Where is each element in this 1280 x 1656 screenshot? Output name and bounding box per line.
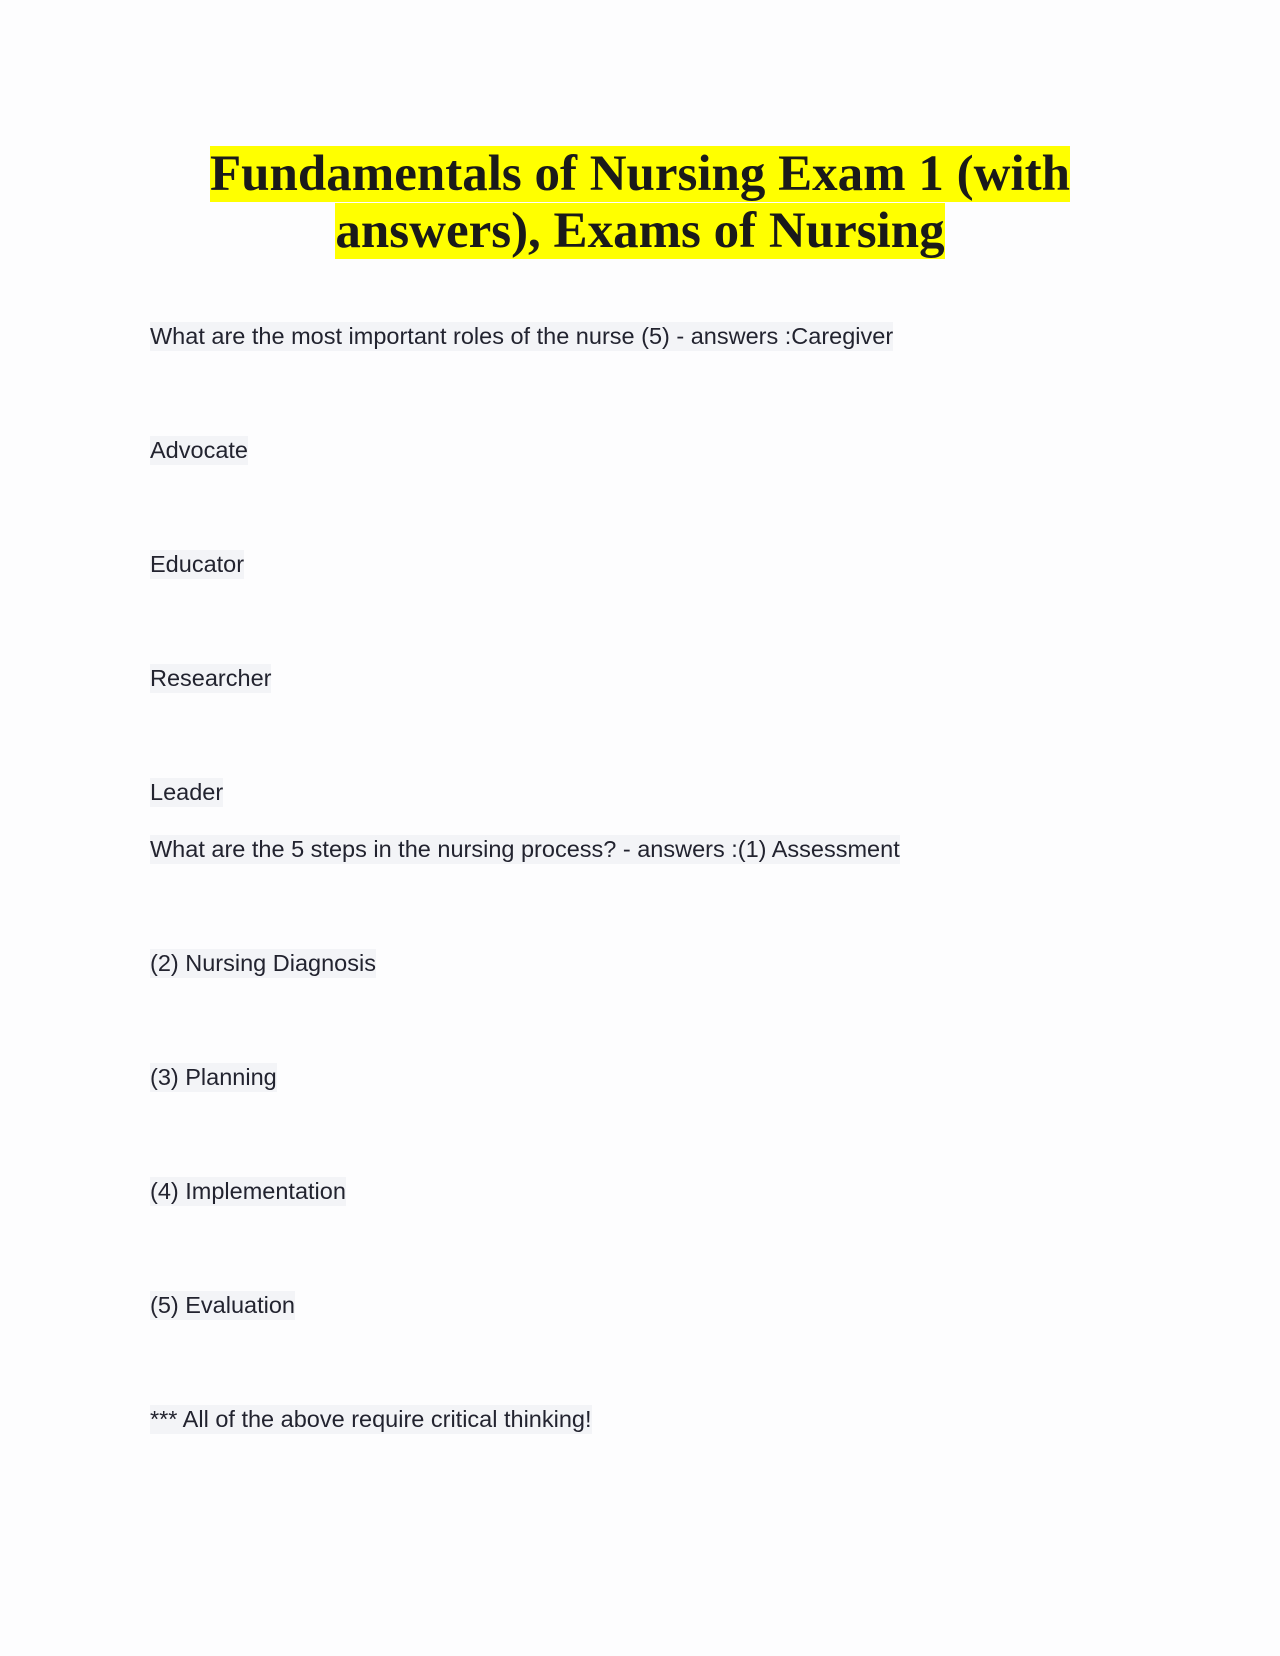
answer-educator: Educator (150, 551, 245, 577)
title-line-1: Fundamentals of Nursing Exam 1 (with (209, 146, 1070, 202)
question-nursing-process: What are the 5 steps in the nursing process? - answers :(1) Assessment (150, 836, 900, 862)
critical-thinking-note: *** All of the above require critical thinking! (150, 1406, 592, 1432)
title-line-2: answers), Exams of Nursing (335, 203, 945, 259)
answer-researcher: Researcher (150, 665, 272, 691)
answer-advocate: Advocate (150, 437, 248, 463)
answer-planning: (3) Planning (150, 1064, 277, 1090)
answer-implementation: (4) Implementation (150, 1178, 346, 1204)
document-title (140, 146, 1140, 260)
answer-nursing-diagnosis: (2) Nursing Diagnosis (150, 950, 376, 976)
answer-leader: Leader (150, 779, 224, 805)
answer-evaluation: (5) Evaluation (150, 1292, 295, 1318)
question-roles: What are the most important roles of the nurse (5) - answers :Caregiver (150, 323, 894, 349)
